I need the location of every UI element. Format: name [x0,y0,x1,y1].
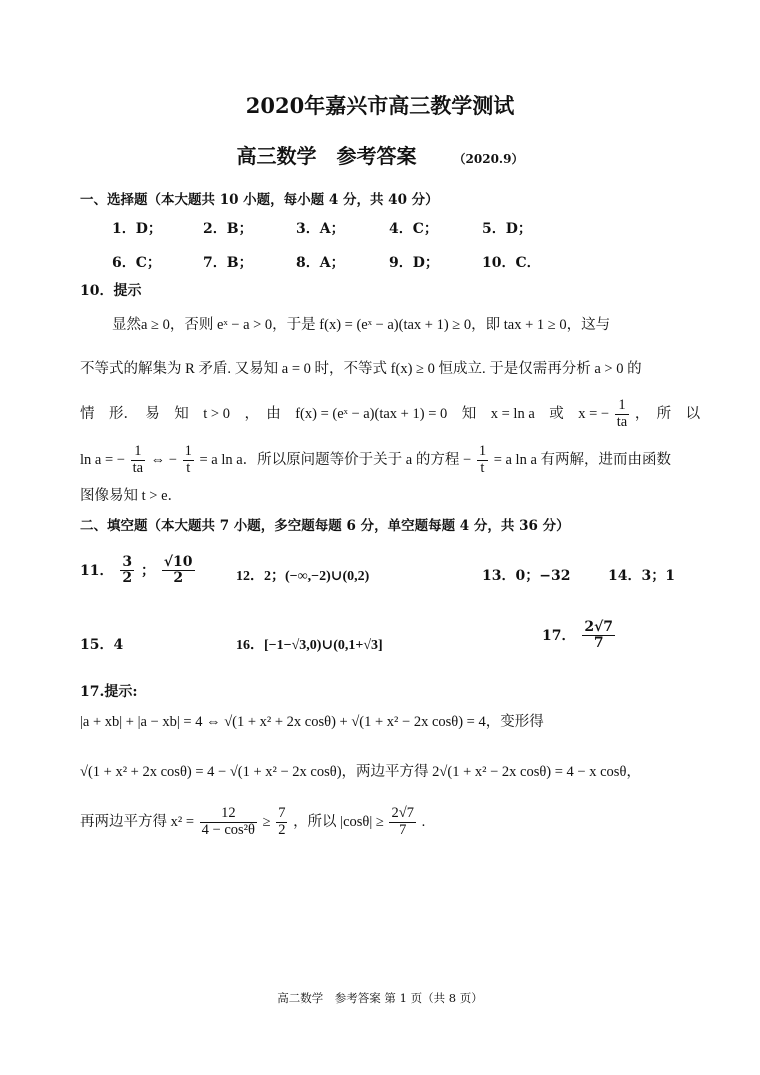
q10-line3 [80,398,700,431]
answer-4: 4．C； [389,221,438,237]
q17-line3-fraction3 [389,806,415,839]
answer-12: 12．2；(−∞,−2)∪(0,2) [236,569,370,584]
answer-7: 7．B； [203,255,253,271]
q10-line4 [80,444,671,477]
q17-label: 17.提示: [80,684,138,700]
fraction-denominator: t [186,459,191,476]
q10-line3-a: 情 形． 易 知 t > 0 ， 由 f(x) = (eˣ − a)(tax + 1) = 0 知 x = ln a 或 x = − [80,405,610,422]
fraction-denominator: 7 [399,821,407,838]
answer-11-sep: ； [140,562,155,579]
q17-line3-c: ，所以 |cosθ| ≥ [293,813,384,830]
document-date: （2020.9） [453,152,524,166]
answer-5: 5．D； [482,221,532,237]
fraction-numerator: 1 [184,443,192,459]
section1-heading: 一、选择题（本大题共 10 小题，每小题 4 分，共 40 分） [80,192,439,208]
answer-10: 10．C． [482,255,541,271]
q17-line2: √(1 + x² + 2x cosθ) = 4 − √(1 + x² − 2x cosθ)，两边平方得 2√(1 + x² − 2x cosθ) = 4 − x cosθ， [80,764,641,780]
document-title: 2020年嘉兴市高三教学测试 [245,93,515,118]
q10-line1: 显然a ≥ 0，否则 eˣ − a > 0，于是 f(x) = (eˣ − a)(tax + 1) ≥ 0，即 tax + 1 ≥ 0，这与 [112,317,611,333]
q10-line3-b: ， 所 以 [634,405,701,422]
answer-3: 3．A； [296,221,345,237]
q10-line2: 不等式的解集为 R 矛盾. 又易知 a = 0 时，不等式 f(x) ≥ 0 恒成立. 于是仅需再分析 a > 0 的 [80,361,642,377]
q10-line3-fraction [615,398,629,431]
fraction-numerator: 1 [615,398,629,415]
page-footer: 高二数学 参考答案 第 1 页（共 8 页） [277,991,483,1005]
q17-line3 [80,806,425,839]
answer-14: 14．3；1 [608,568,675,584]
q10-line5: 图像易知 t > e． [80,488,183,504]
fraction-numerator: 1 [478,443,487,459]
fraction-denominator: ta [616,413,628,430]
q17-line1: |a + xb| + |a − xb| = 4 ⇔ √(1 + x² + 2x cosθ) + √(1 + x² − 2x cosθ) = 4，变形得 [80,714,544,730]
fraction-denominator: 4 − cos²θ [201,821,255,838]
fraction-numerator: 3 [122,554,133,570]
fraction-numerator: 1 [131,444,145,461]
q17-line3-a: 再两边平方得 x² = [80,813,195,830]
subtitle-text: 高三数学 参考答案 [236,144,417,168]
answer-6: 6．C； [112,255,161,271]
answer-17 [542,620,617,652]
answer-1: 1．D； [112,221,162,237]
fraction-denominator: ta [132,459,144,476]
document-subtitle [0,140,760,169]
q17-line3-d: . [421,813,426,830]
answer-11 [80,555,197,587]
q10-line4-c: = a ln a．所以原问题等价于关于 a 的方程 − [199,451,472,468]
fraction-numerator: 7 [278,805,286,821]
q17-line3-b: ≥ [262,813,271,830]
section2-heading: 二、填空题（本大题共 7 小题，多空题每题 6 分，单空题每题 4 分，共 36 分） [80,518,570,534]
q10-line4-fraction1 [131,444,145,477]
answer-8: 8．A； [296,255,345,271]
fraction-denominator: 2 [173,570,184,587]
fraction-denominator: t [480,459,485,476]
q10-line4-a: ln a = − [80,451,125,468]
answer-11-label: 11． [80,562,114,579]
answer-15: 15．4 [80,637,124,653]
fraction-denominator: 2 [278,821,286,838]
answer-2: 2．B； [203,221,253,237]
fraction-numerator: √10 [163,554,193,570]
q10-line4-fraction2 [183,444,194,477]
q17-line3-fraction2 [276,806,287,839]
fraction-numerator: 2√7 [391,805,414,821]
answer-13: 13．0；−32 [482,568,571,584]
q10-label: 10．提示 [80,283,142,299]
fraction-denominator: 2 [122,570,133,587]
answer-11-fraction1 [120,555,134,587]
q17-line3-fraction1 [200,806,257,839]
answer-16: 16．[−1−√3,0)∪(0,1+√3] [236,638,383,653]
answer-9: 9．D； [389,255,439,271]
q10-line4-b: ⇔ − [150,451,177,468]
q10-line4-d: = a ln a 有两解，进而由函数 [493,451,672,468]
fraction-denominator: 7 [593,635,604,652]
answer-17-fraction [582,620,615,652]
fraction-numerator: 12 [200,806,257,823]
answer-11-fraction2 [162,555,195,587]
fraction-numerator: 2√7 [584,619,614,635]
q10-line4-fraction3 [477,444,488,477]
answer-17-label: 17． [542,627,576,644]
